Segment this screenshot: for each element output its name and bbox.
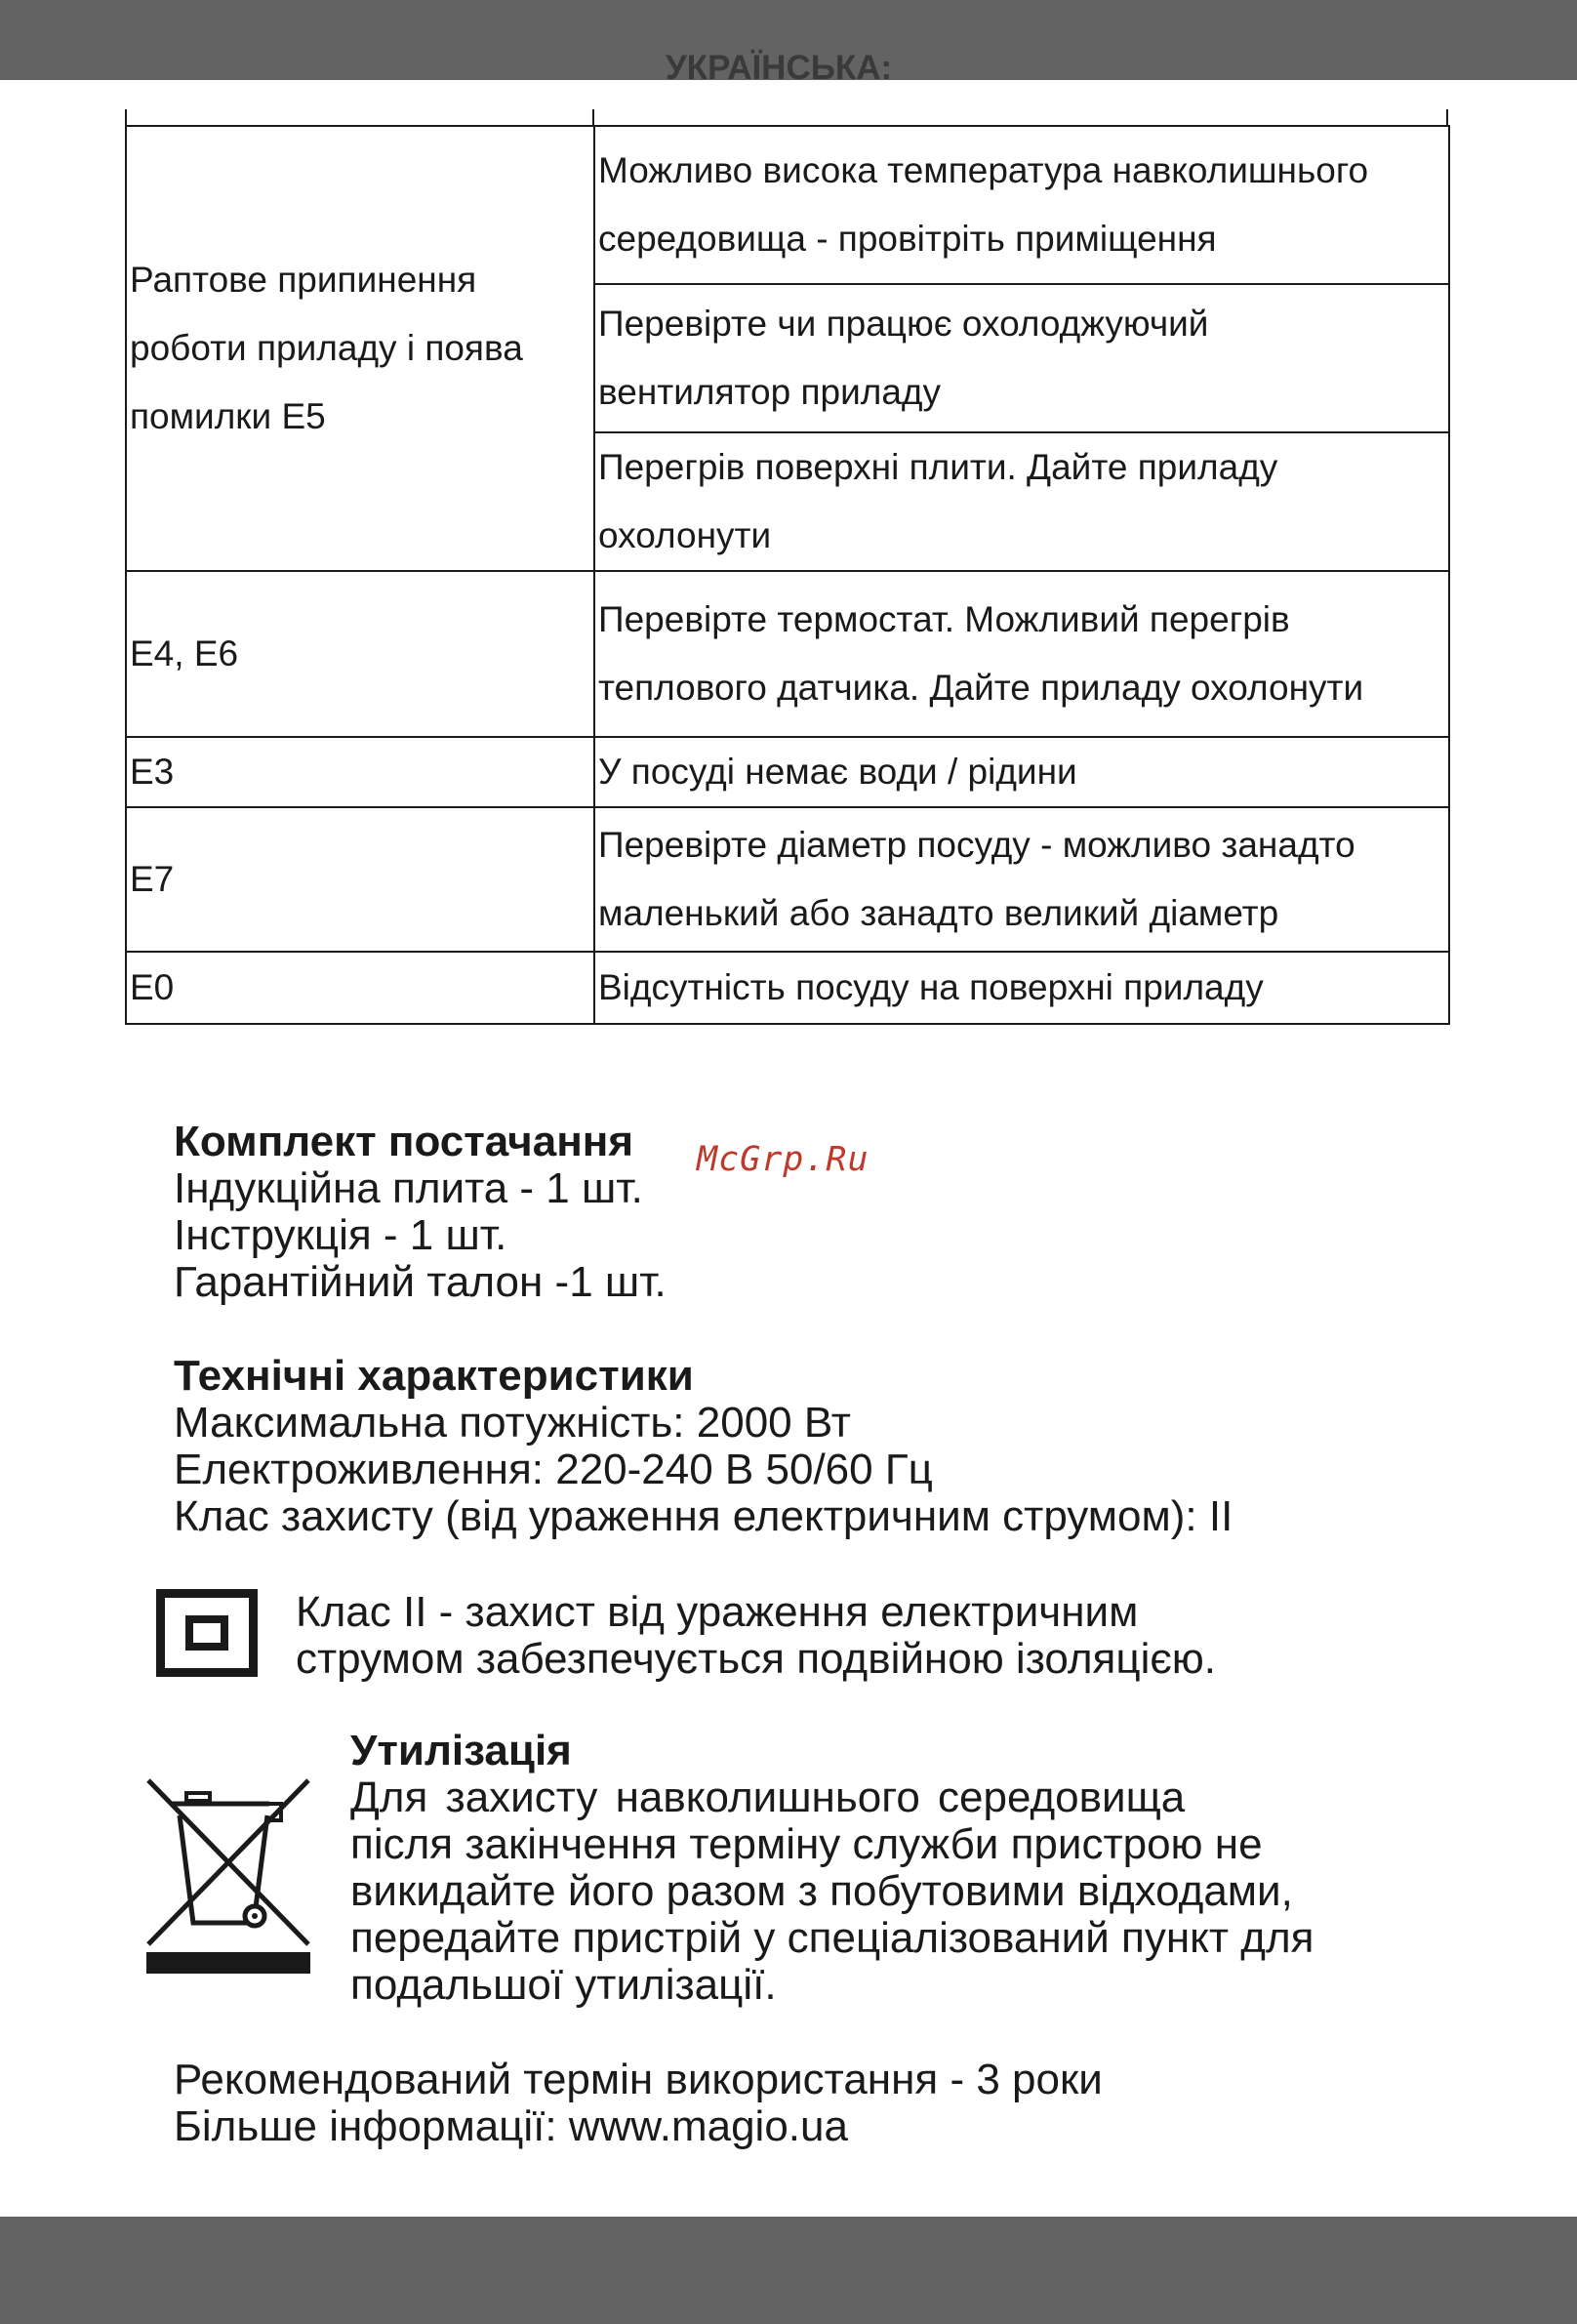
class2-text: Клас II - захист від ураження електричним bbox=[296, 1588, 1139, 1636]
cell-text: вентилятор приладу bbox=[598, 372, 941, 412]
cell-text: теплового датчика. Дайте приладу охолонути bbox=[598, 668, 1364, 708]
page-language-title: УКРАЇНСЬКА: bbox=[665, 49, 893, 87]
troubleshooting-table bbox=[125, 125, 1450, 1025]
table-cell-remedy bbox=[594, 571, 1449, 737]
cell-text: Е4, Е6 bbox=[130, 633, 239, 673]
table-cell-remedy bbox=[594, 284, 1449, 432]
cell-text: Перевірте чи працює охолоджуючий bbox=[598, 304, 1209, 344]
disposal-section bbox=[350, 1728, 1314, 2009]
package-item: Інструкція - 1 шт. bbox=[174, 1211, 507, 1259]
table-cell-cause bbox=[126, 571, 594, 737]
cell-text: Можливо висока температура навколишнього bbox=[598, 150, 1369, 190]
table-cell-remedy bbox=[594, 807, 1449, 952]
cell-text: середовища - провітріть приміщення bbox=[598, 219, 1217, 259]
table-cell-cause bbox=[126, 737, 594, 807]
cell-text: Перегрів поверхні плити. Дайте приладу bbox=[598, 447, 1278, 487]
cell-text: роботи приладу і поява bbox=[130, 328, 523, 368]
bottom-bar bbox=[0, 2217, 1577, 2324]
footer-info-section bbox=[174, 2057, 1103, 2150]
cell-text: У посуді немає води / рідини bbox=[598, 752, 1077, 792]
table-row bbox=[126, 807, 1449, 952]
table-cell-remedy bbox=[594, 952, 1449, 1024]
service-life-text: Рекомендований термін використання - 3 роки bbox=[174, 2056, 1103, 2103]
disposal-text: передайте пристрій у спеціалізований пункт для bbox=[350, 1914, 1314, 1962]
package-item: Індукційна плита - 1 шт. bbox=[174, 1164, 643, 1212]
table-cell-remedy bbox=[594, 737, 1449, 807]
class2-text: струмом забезпечується подвійною ізоляцією. bbox=[296, 1635, 1217, 1683]
disposal-text: подальшої утилізації. bbox=[350, 1961, 777, 2009]
cell-text: Е7 bbox=[130, 859, 175, 899]
table-cell-cause bbox=[126, 807, 594, 952]
disposal-heading: Утилізація bbox=[350, 1727, 572, 1774]
cell-text: Перевірте термостат. Можливий перегрів bbox=[598, 599, 1290, 639]
table-cell-remedy bbox=[594, 432, 1449, 571]
table-row bbox=[126, 126, 1449, 284]
spec-item: Електроживлення: 220-240 В 50/60 Гц bbox=[174, 1446, 933, 1493]
cell-text: Е3 bbox=[130, 752, 175, 792]
cell-text: помилки Е5 bbox=[130, 396, 326, 436]
specs-section bbox=[174, 1353, 1233, 1540]
cell-text: охолонути bbox=[598, 515, 772, 555]
table-cell-cause bbox=[126, 126, 594, 571]
package-item: Гарантійний талон -1 шт. bbox=[174, 1258, 667, 1306]
specs-heading: Технічні характеристики bbox=[174, 1352, 694, 1400]
table-cell-remedy bbox=[594, 126, 1449, 284]
spec-item: Клас захисту (від ураження електричним струмом): II bbox=[174, 1492, 1233, 1540]
spec-item: Максимальна потужність: 2000 Вт bbox=[174, 1399, 851, 1447]
watermark: McGrp.Ru bbox=[697, 1140, 869, 1179]
table-cell-cause bbox=[126, 952, 594, 1024]
disposal-text: після закінчення терміну служби пристрою не bbox=[350, 1820, 1263, 1868]
cell-text: маленький або занадто великий діаметр bbox=[598, 893, 1279, 933]
cell-text: Перевірте діаметр посуду - можливо занадто bbox=[598, 825, 1355, 865]
cell-text: Раптове припинення bbox=[130, 260, 477, 300]
more-info-text: Більше інформації: www.magio.ua bbox=[174, 2102, 848, 2150]
table-row bbox=[126, 571, 1449, 737]
class-ii-inner-square bbox=[185, 1615, 228, 1651]
crossed-out-bin-icon bbox=[144, 1776, 312, 1977]
cell-text: Е0 bbox=[130, 967, 175, 1007]
package-section bbox=[174, 1119, 667, 1306]
class-ii-double-insulation-icon bbox=[156, 1589, 258, 1677]
disposal-text: Для захисту навколишнього середовища bbox=[350, 1774, 1186, 1821]
cell-text: Відсутність посуду на поверхні приладу bbox=[598, 967, 1264, 1007]
table-row bbox=[126, 952, 1449, 1024]
class2-section bbox=[296, 1589, 1216, 1683]
table-row bbox=[126, 737, 1449, 807]
disposal-text: викидайте його разом з побутовими відходами, bbox=[350, 1867, 1293, 1915]
package-heading: Комплект постачання bbox=[174, 1118, 634, 1165]
